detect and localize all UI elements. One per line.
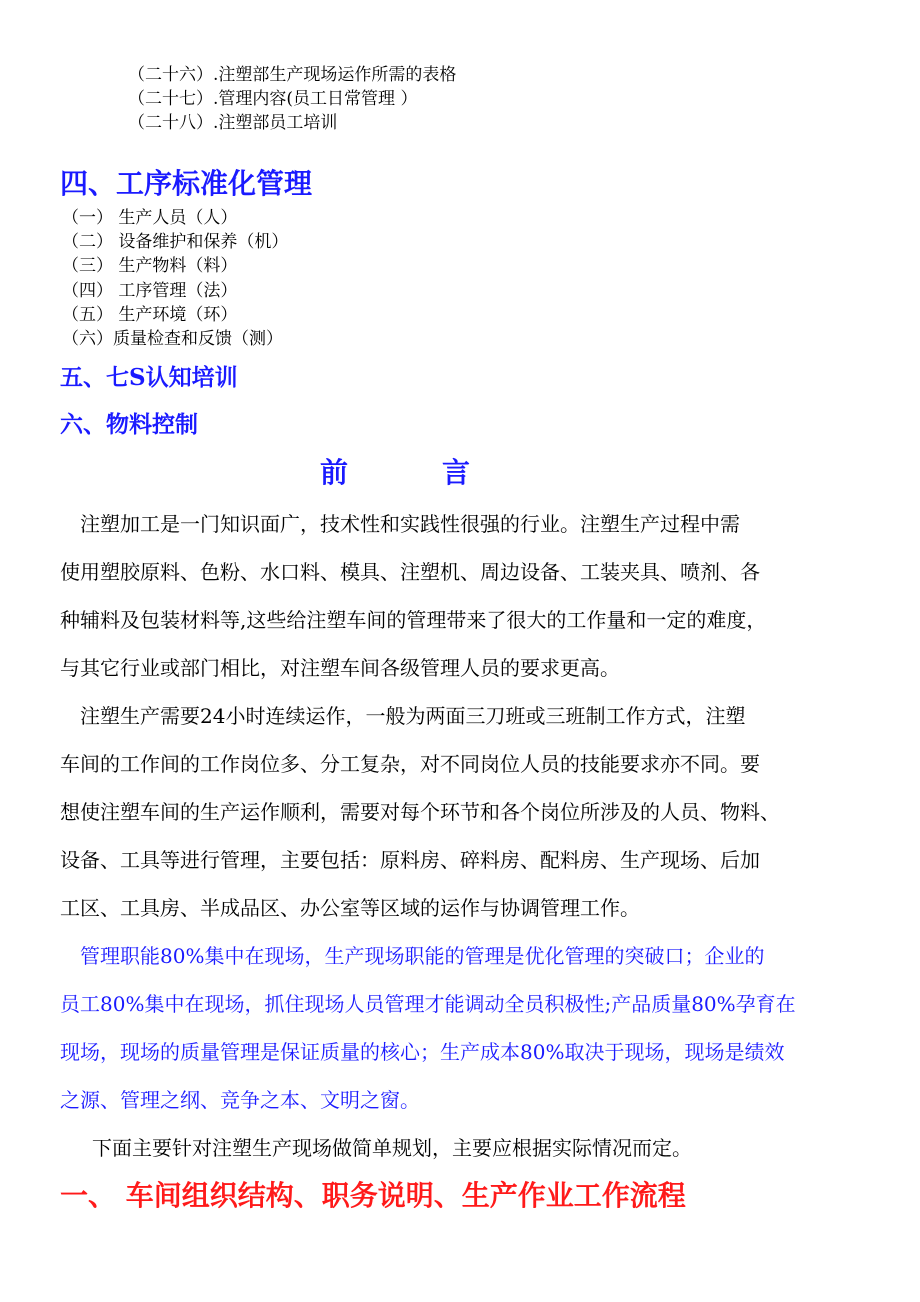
toc-item-27: （二十七）.管理内容(员工日常管理 ） — [128, 89, 418, 109]
section-1-heading: 一、 车间组织结构、职务说明、生产作业工作流程 — [60, 1179, 686, 1212]
section-5-heading: 五、七S认知培训 — [60, 364, 238, 391]
paragraph-line: 现场，现场的质量管理是保证质量的核心；生产成本80%取决于现场，现场是绩效 — [60, 1040, 785, 1064]
paragraph-line: 使用塑胶原料、色粉、水口料、模具、注塑机、周边设备、工装夹具、喷剂、各 — [60, 560, 760, 584]
preface-title-char-1: 前 — [320, 456, 349, 489]
paragraph-line: 与其它行业或部门相比，对注塑车间各级管理人员的要求更高。 — [60, 656, 620, 680]
section-4-item-2: （二） 设备维护和保养（机） — [62, 232, 289, 252]
preface-paragraph-3 — [60, 932, 840, 1124]
paragraph-line: 之源、管理之纲、竞争之本、文明之窗。 — [60, 1088, 420, 1112]
section-4-item-5: （五） 生产环境（环） — [62, 305, 238, 325]
preface-paragraph-4 — [72, 1124, 852, 1172]
paragraph-line: 想使注塑车间的生产运作顺利，需要对每个环节和各个岗位所涉及的人员、物料、 — [60, 800, 780, 824]
paragraph-line: 下面主要针对注塑生产现场做简单规划，主要应根据实际情况而定。 — [72, 1136, 692, 1160]
section-4-heading: 四、工序标准化管理 — [60, 167, 313, 200]
paragraph-line: 种辅料及包装材料等,这些给注塑车间的管理带来了很大的工作量和一定的难度， — [60, 608, 767, 632]
paragraph-line: 员工80%集中在现场，抓住现场人员管理才能调动全员积极性;产品质量80%孕育在 — [60, 992, 796, 1016]
paragraph-line: 车间的工作间的工作岗位多、分工复杂，对不同岗位人员的技能要求亦不同。要 — [60, 752, 760, 776]
paragraph-line: 注塑加工是一门知识面广，技术性和实践性很强的行业。注塑生产过程中需 — [60, 512, 740, 536]
preface-paragraph-1 — [60, 500, 840, 692]
preface-title — [320, 456, 470, 490]
paragraph-line: 工区、工具房、半成品区、办公室等区域的运作与协调管理工作。 — [60, 896, 640, 920]
section-4-item-4: （四） 工序管理（法） — [62, 281, 238, 301]
paragraph-line: 注塑生产需要24小时连续运作，一般为两面三刀班或三班制工作方式，注塑 — [60, 704, 746, 728]
preface-title-char-2: 言 — [441, 456, 470, 489]
preface-paragraph-2 — [60, 692, 840, 932]
paragraph-line: 设备、工具等进行管理，主要包括：原料房、碎料房、配料房、生产现场、后加 — [60, 848, 760, 872]
section-4-item-3: （三） 生产物料（料） — [62, 256, 238, 276]
toc-item-26: （二十六）.注塑部生产现场运作所需的表格 — [128, 65, 457, 85]
toc-item-28: （二十八）.注塑部员工培训 — [128, 113, 338, 133]
section-4-item-1: （一） 生产人员（人） — [62, 208, 238, 228]
section-6-heading: 六、物料控制 — [60, 411, 198, 438]
paragraph-line: 管理职能80%集中在现场，生产现场职能的管理是优化管理的突破口；企业的 — [60, 944, 765, 968]
section-4-item-6: （六）质量检查和反馈（测） — [62, 329, 283, 349]
